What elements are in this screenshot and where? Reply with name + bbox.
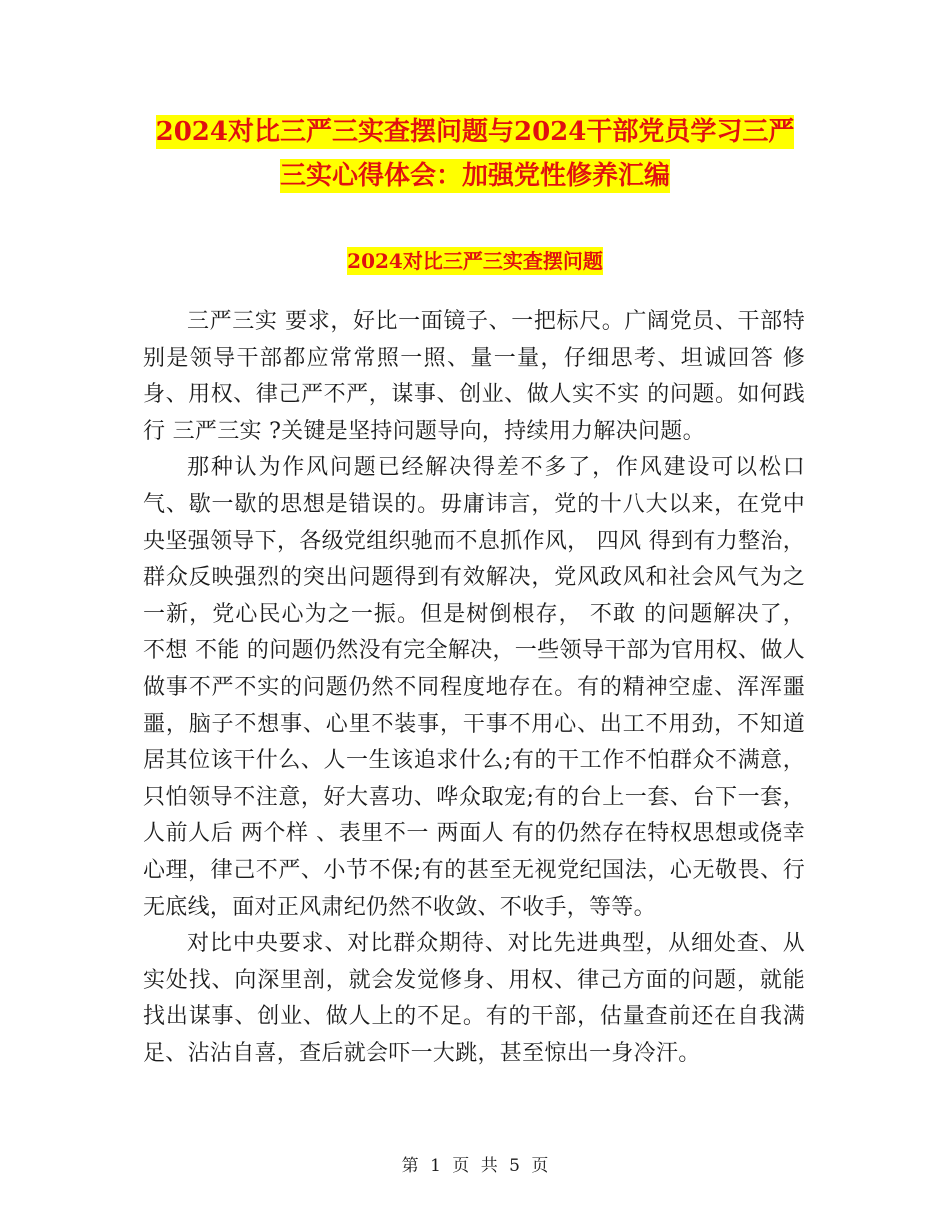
- paragraph: 对比中央要求、对比群众期待、对比先进典型，从细处查、从实处找、向深里剖，就会发觉修身、用权、律己方面的问题，就能找出谋事、创业、做人上的不足。有的干部，估量查前还在自我满足、沾沾自喜，查后就会吓一大跳，甚至惊出一身冷汗。: [143, 931, 805, 1066]
- footer-prefix: 第: [401, 1156, 419, 1176]
- section-heading: [140, 246, 810, 276]
- document-body: [143, 304, 805, 1072]
- paragraph: 三严三实 要求，好比一面镜子、一把标尺。广阔党员、干部特别是领导干部都应常常照一照、量一量，仔细思考、坦诚回答 修身、用权、律己严不严，谋事、创业、做人实不实 的问题。如何践行 三严三实 ?关键是坚持问题导向，持续用力解决问题。: [143, 309, 805, 444]
- footer-total-word: 共: [480, 1156, 498, 1176]
- document-title-line2: 三实心得体会：加强党性修养汇编: [279, 161, 670, 191]
- document-title-line1: 2024对比三严三实查摆问题与2024干部党员学习三严: [155, 117, 795, 147]
- section-heading-text: 2024对比三严三实查摆问题: [347, 249, 603, 273]
- footer-page-word: 页: [452, 1156, 470, 1176]
- footer-total-pages: 5: [509, 1156, 520, 1176]
- footer-page-number: 1: [430, 1156, 441, 1176]
- footer-suffix: 页: [531, 1156, 549, 1176]
- paragraph: 那种认为作风问题已经解决得差不多了，作风建设可以松口气、歇一歇的思想是错误的。毋庸讳言，党的十八大以来，在党中央坚强领导下，各级党组织驰而不息抓作风， 四风 得到有力整治，群众反映强烈的突出问题得到有效解决，党风政风和社会风气为之一新，党心民心为之一振。但是树倒根存， 不敢 的问题解决了， 不想 不能 的问题仍然没有完全解决，一些领导干部为官用权、做人做事不严不实的问题仍然不同程度地存在。有的精神空虚、浑浑噩噩，脑子不想事、心里不装事，干事不用心、出工不用劲，不知道居其位该干什么、人一生该追求什么;有的干工作不怕群众不满意，只怕领导不注意，好大喜功、哗众取宠;有的台上一套、台下一套，人前人后 两个样 、表里不一 两面人 有的仍然存在特权思想或侥幸心理，律己不严、小节不保;有的甚至无视党纪国法，心无敬畏、行无底线，面对正风肃纪仍然不收敛、不收手，等等。: [143, 455, 805, 920]
- page-footer: [0, 1154, 950, 1178]
- document-title: [140, 110, 810, 198]
